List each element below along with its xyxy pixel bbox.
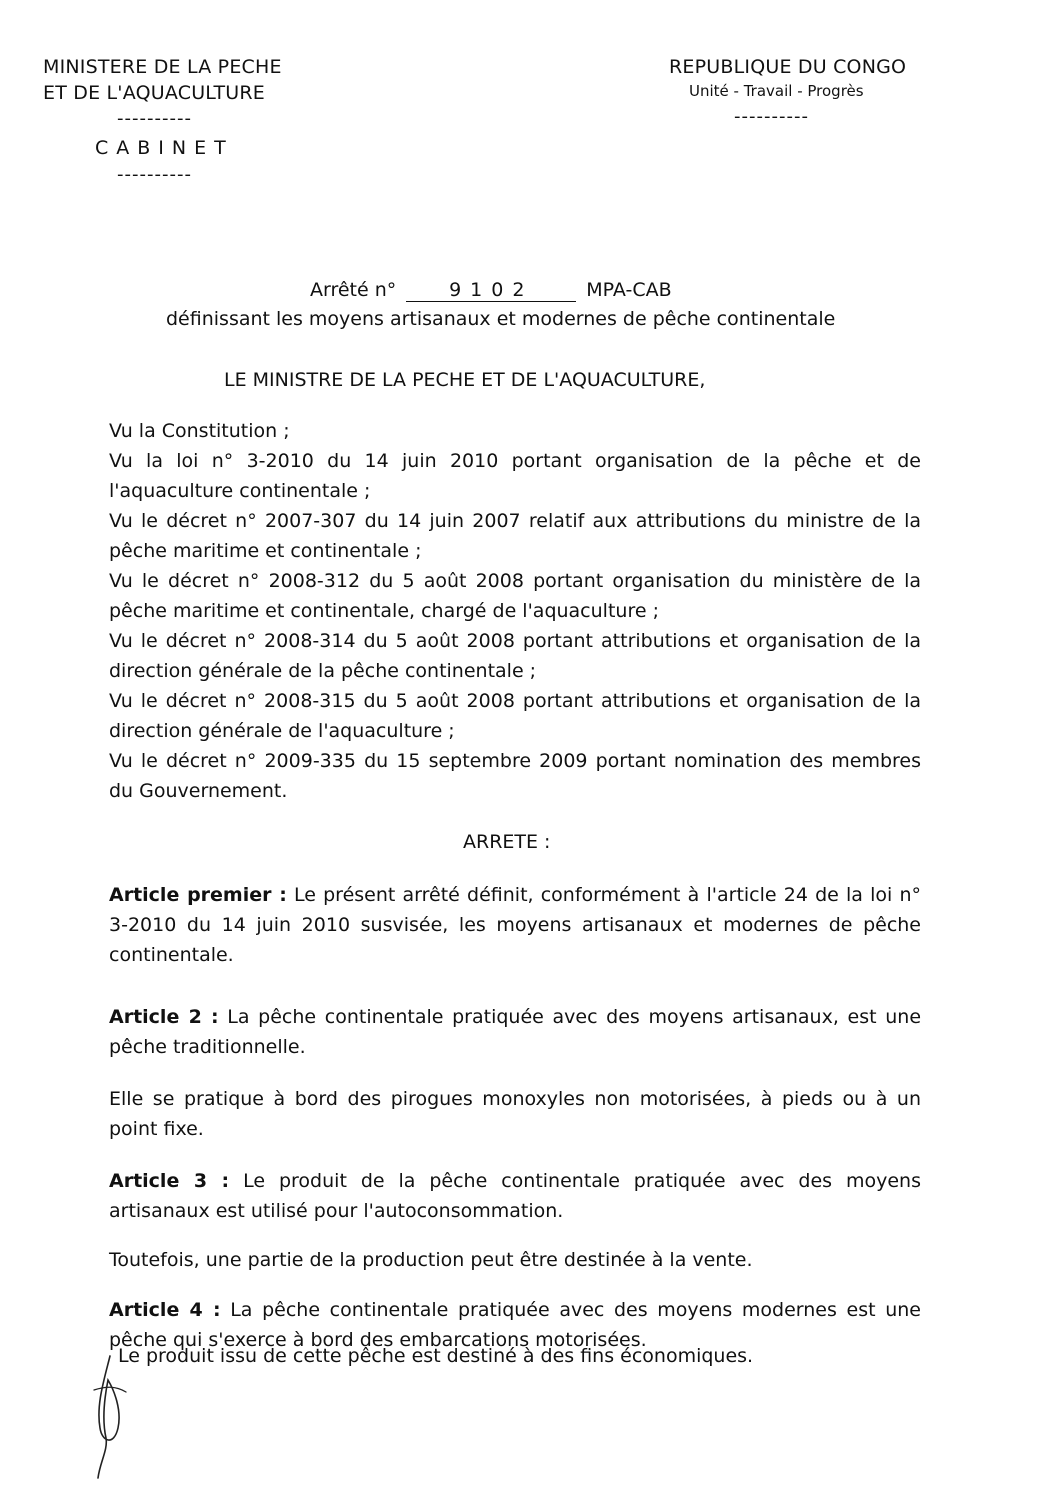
visas-block xyxy=(109,416,921,806)
article-2-text: La pêche continentale pratiquée avec des moyens artisanaux, est une pêche traditionnelle. xyxy=(109,1006,922,1058)
article-3-label: Article 3 : xyxy=(109,1170,230,1192)
article-4-paragraph xyxy=(118,1341,908,1371)
ministry-name-line1: MINISTERE DE LA PECHE xyxy=(43,56,282,78)
decree-title xyxy=(310,279,672,302)
article-4-paragraph-text: Le produit issu de cette pêche est destiné à des fins économiques. xyxy=(118,1345,754,1367)
cabinet-label: CABINET xyxy=(95,137,234,159)
visa-item: Vu la loi n° 3-2010 du 14 juin 2010 portant organisation de la pêche et de l'aquaculture continentale ; xyxy=(109,450,921,502)
handwritten-initial-mark xyxy=(86,1350,136,1490)
article-2-paragraph xyxy=(109,1084,921,1144)
visa-item: Vu le décret n° 2008-312 du 5 août 2008 portant organisation du ministère de la pêche maritime et continentale, chargé de l'aquaculture ; xyxy=(109,570,921,622)
header-separator-left-1: ---------- xyxy=(117,108,192,129)
article-2-paragraph-text: Elle se pratique à bord des pirogues monoxyles non motorisées, à pieds ou à un point fixe. xyxy=(109,1088,921,1140)
visa-item: Vu le décret n° 2008-315 du 5 août 2008 portant attributions et organisation de la direction générale de l'aquaculture ; xyxy=(109,690,921,742)
header-separator-right: ---------- xyxy=(734,106,809,127)
republic-motto: Unité - Travail - Progrès xyxy=(689,82,864,100)
decree-title-suffix: MPA-CAB xyxy=(586,279,672,301)
header-separator-left-2: ---------- xyxy=(117,164,192,185)
decree-title-prefix: Arrêté n° xyxy=(310,279,397,301)
article-3-paragraph-text: Toutefois, une partie de la production peut être destinée à la vente. xyxy=(109,1249,753,1271)
article-3-paragraph xyxy=(109,1245,921,1275)
visa-item: Vu le décret n° 2008-314 du 5 août 2008 portant attributions et organisation de la direction générale de la pêche continentale ; xyxy=(109,630,921,682)
visa-item: Vu le décret n° 2007-307 du 14 juin 2007 relatif aux attributions du ministre de la pêche maritime et continentale ; xyxy=(109,510,921,562)
article-2 xyxy=(109,1002,921,1062)
article-3 xyxy=(109,1166,921,1226)
decree-subtitle: définissant les moyens artisanaux et modernes de pêche continentale xyxy=(166,308,836,330)
article-1 xyxy=(109,880,921,970)
article-1-text: Le présent arrêté définit, conformément à l'article 24 de la loi n° 3-2010 du 14 juin 2010 susvisée, les moyens artisanaux et modernes de pêche continentale. xyxy=(109,884,921,966)
article-1-label: Article premier : xyxy=(109,884,287,906)
minister-heading: LE MINISTRE DE LA PECHE ET DE L'AQUACULTURE, xyxy=(224,369,706,391)
article-3-text: Le produit de la pêche continentale pratiquée avec des moyens artisanaux est utilisé pour l'autoconsommation. xyxy=(109,1170,921,1222)
article-4-text: La pêche continentale pratiquée avec des moyens modernes est une pêche qui s'exerce à bord des embarcations motorisées. xyxy=(109,1299,921,1351)
article-2-label: Article 2 : xyxy=(109,1006,219,1028)
arrete-heading: ARRETE : xyxy=(463,831,551,853)
article-4-label: Article 4 : xyxy=(109,1299,221,1321)
ministry-name-line2: ET DE L'AQUACULTURE xyxy=(43,82,265,104)
visa-item: Vu la Constitution ; xyxy=(109,420,290,442)
republic-name: REPUBLIQUE DU CONGO xyxy=(669,56,907,78)
decree-number: 9102 xyxy=(406,279,576,302)
visa-item: Vu le décret n° 2009-335 du 15 septembre 2009 portant nomination des membres du Gouvernement. xyxy=(109,750,921,802)
